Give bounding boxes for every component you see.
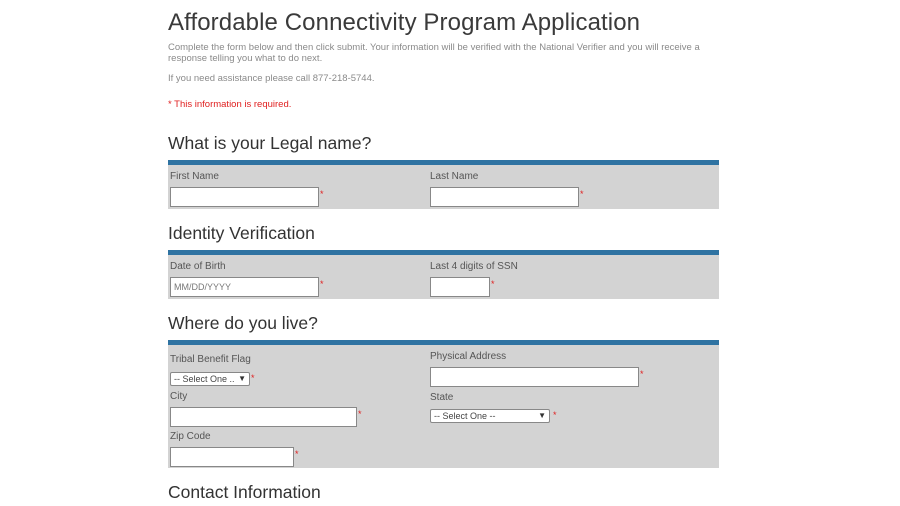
section-title-contact: Contact Information — [168, 482, 321, 502]
assistance-text: If you need assistance please call 877-218-5744. — [168, 73, 375, 84]
chevron-down-icon: ▼ — [538, 411, 546, 420]
ssn-input[interactable] — [430, 277, 490, 297]
identity-panel — [168, 250, 719, 299]
required-marker: * — [553, 410, 557, 420]
required-marker: * — [640, 369, 644, 379]
last-name-input[interactable] — [430, 187, 579, 207]
chevron-down-icon: ▼ — [238, 374, 246, 383]
state-select[interactable] — [430, 409, 550, 423]
required-marker: * — [320, 189, 324, 199]
required-marker: * — [320, 279, 324, 289]
dob-input[interactable] — [170, 277, 319, 297]
last-name-label: Last Name — [430, 171, 479, 182]
state-selected: -- Select One -- — [434, 411, 496, 421]
section-title-identity: Identity Verification — [168, 223, 315, 243]
zip-label: Zip Code — [170, 431, 211, 442]
address-panel — [168, 340, 719, 468]
required-note: * This information is required. — [168, 99, 292, 110]
tribal-flag-select[interactable] — [170, 372, 250, 386]
city-input[interactable] — [170, 407, 357, 427]
first-name-input[interactable] — [170, 187, 319, 207]
required-marker: * — [295, 449, 299, 459]
city-label: City — [170, 391, 188, 402]
required-marker: * — [251, 373, 255, 383]
legal-name-panel — [168, 160, 719, 209]
ssn-label: Last 4 digits of SSN — [430, 261, 518, 272]
state-label: State — [430, 392, 454, 403]
required-marker: * — [580, 189, 584, 199]
required-marker: * — [491, 279, 495, 289]
physical-address-label: Physical Address — [430, 351, 507, 362]
first-name-label: First Name — [170, 171, 219, 182]
intro-text: Complete the form below and then click submit. Your information will be verified with the National Verifier and you will receive a response telling you what to do next. — [168, 42, 700, 64]
section-title-legal-name: What is your Legal name? — [168, 133, 372, 153]
physical-address-input[interactable] — [430, 367, 639, 387]
dob-label: Date of Birth — [170, 261, 226, 272]
tribal-flag-label: Tribal Benefit Flag — [170, 354, 251, 365]
section-title-address: Where do you live? — [168, 313, 318, 333]
zip-input[interactable] — [170, 447, 294, 467]
tribal-flag-selected: -- Select One .. — [174, 374, 235, 384]
page-title: Affordable Connectivity Program Application — [168, 9, 641, 36]
required-marker: * — [358, 409, 362, 419]
